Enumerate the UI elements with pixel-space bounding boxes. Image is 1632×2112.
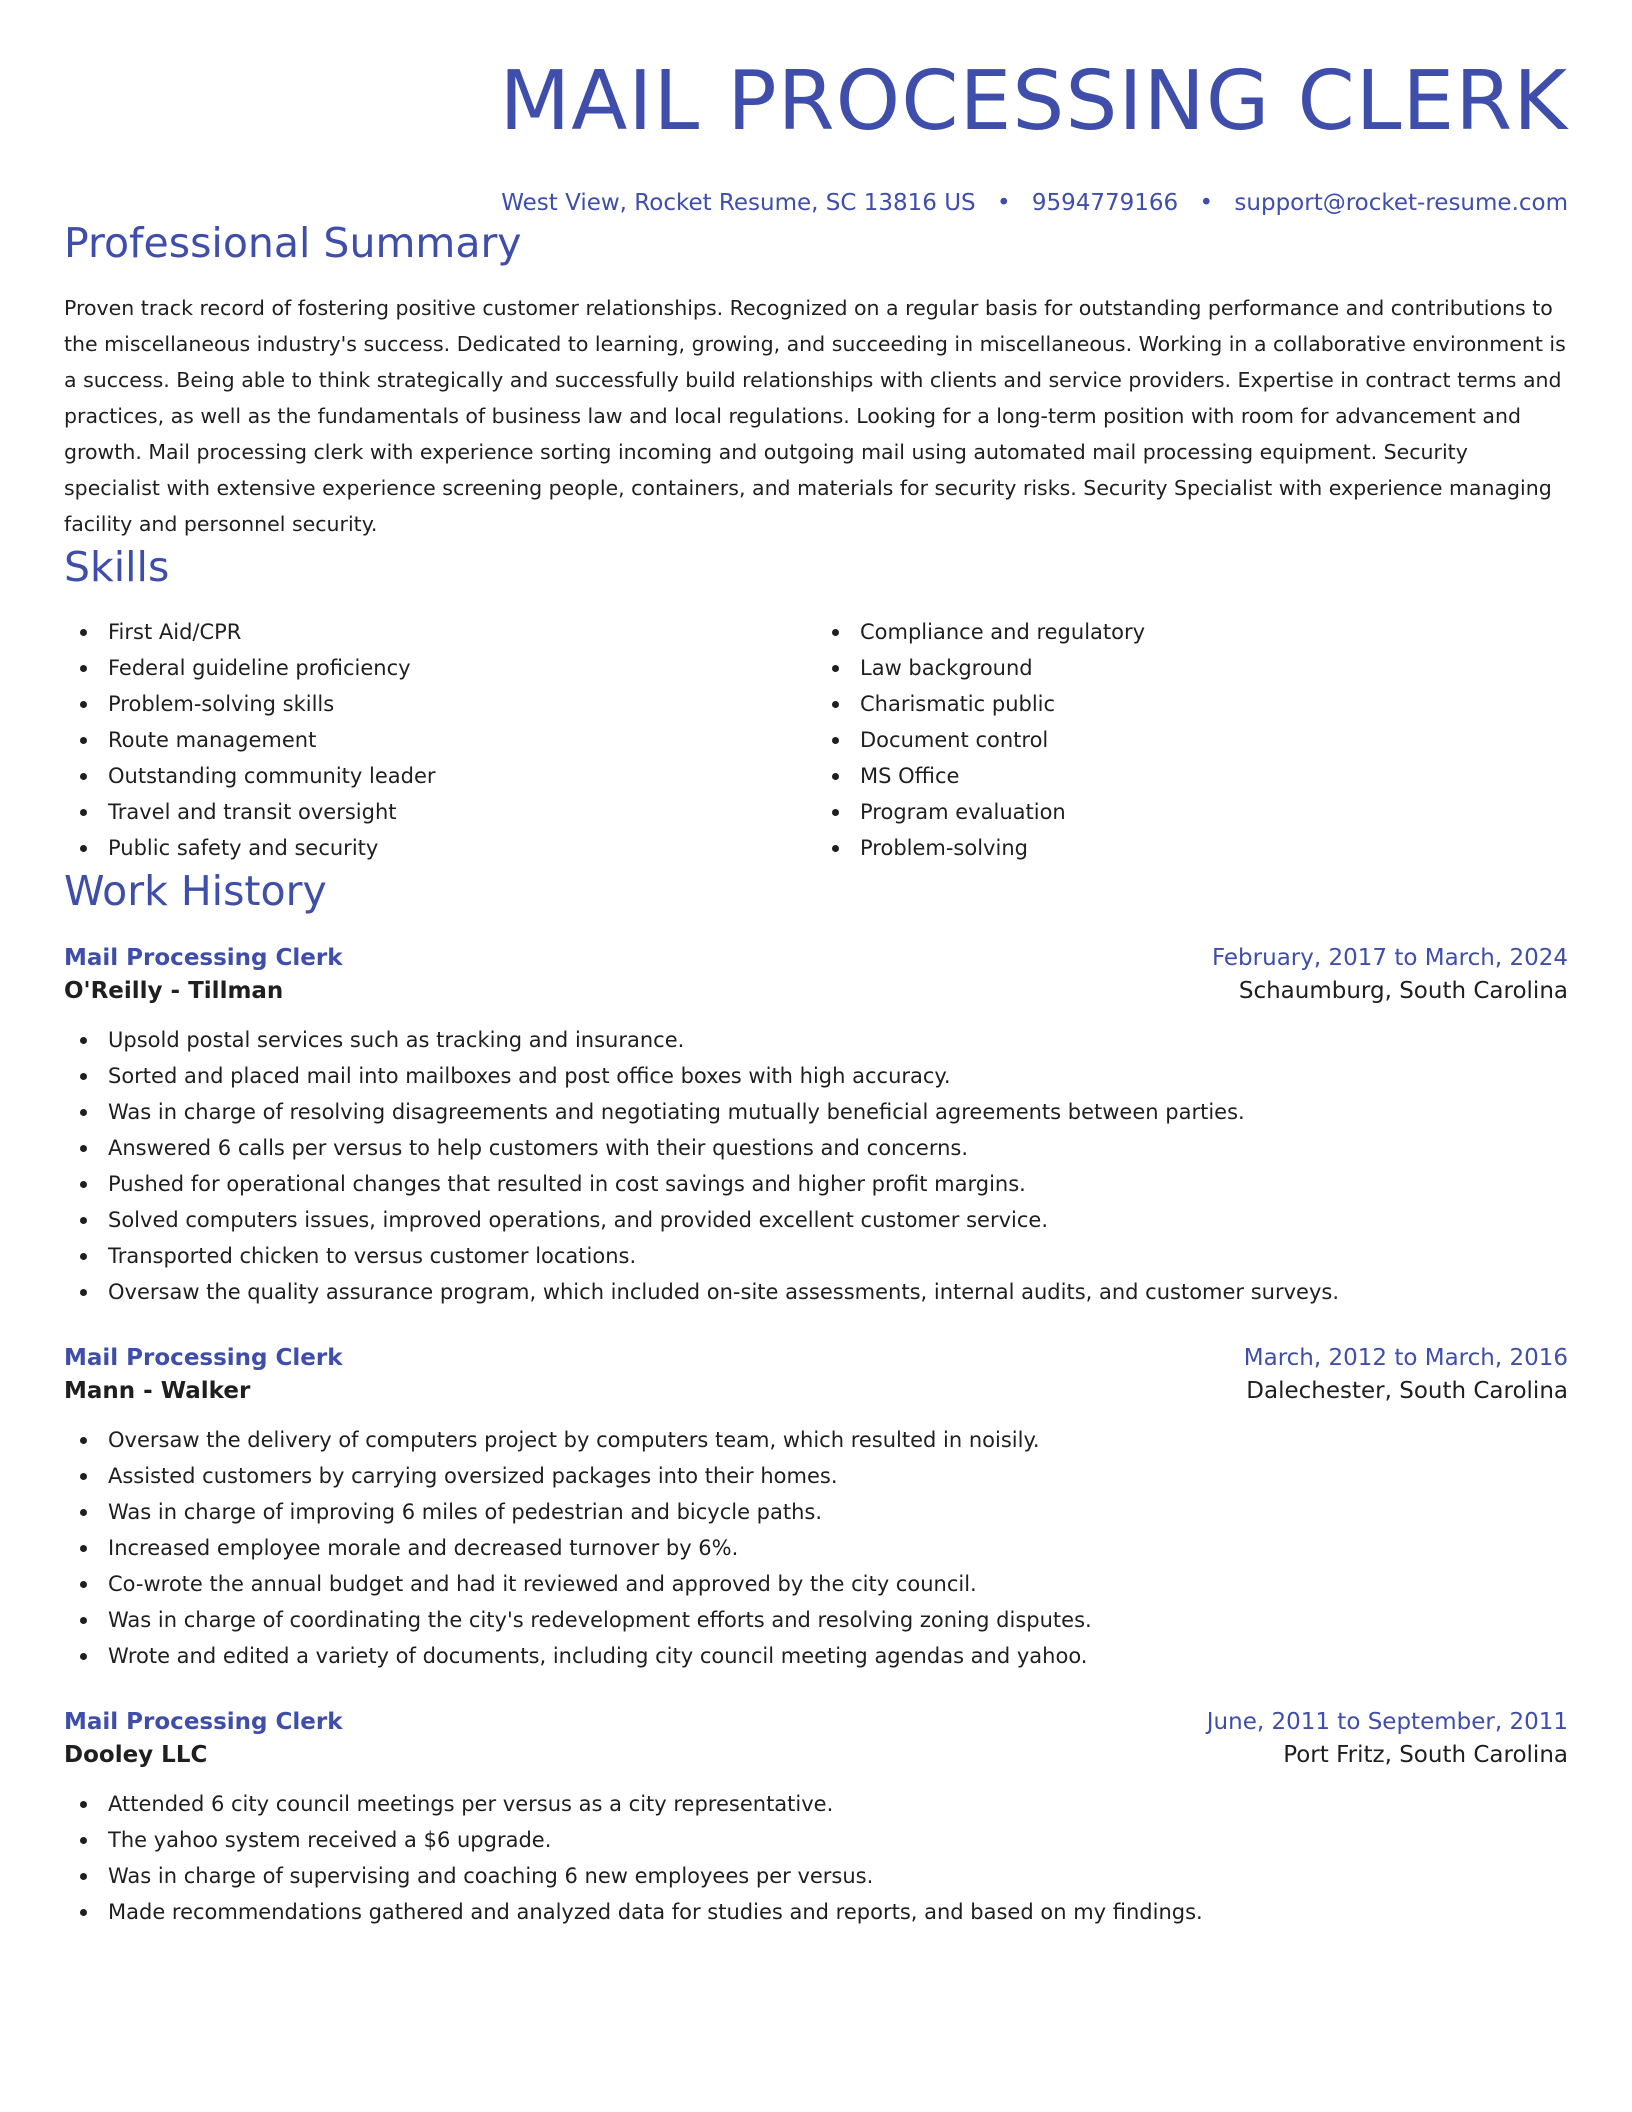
job-duty-item: Assisted customers by carrying oversized packages into their homes.	[108, 1458, 1568, 1494]
job-location: Schaumburg, South Carolina	[1238, 978, 1568, 1004]
job-location: Dalechester, South Carolina	[1246, 1378, 1568, 1404]
job-title-row	[64, 1706, 1568, 1738]
job-title-row	[64, 1342, 1568, 1374]
job-duties-list	[64, 1022, 1568, 1310]
job-dates: March, 2012 to March, 2016	[1243, 1345, 1568, 1371]
job-duty-item: Solved computers issues, improved operations, and provided excellent customer service.	[108, 1202, 1568, 1238]
contact-line	[64, 188, 1568, 218]
skill-item: Problem-solving	[860, 830, 1568, 866]
job-duty-item: The yahoo system received a $6 upgrade.	[108, 1822, 1568, 1858]
job-duty-item: Oversaw the delivery of computers project by computers team, which resulted in noisily.	[108, 1422, 1568, 1458]
job-company: Dooley LLC	[64, 1742, 208, 1768]
job-duty-item: Wrote and edited a variety of documents, including city council meeting agendas and yahoo.	[108, 1638, 1568, 1674]
job-dates: June, 2011 to September, 2011	[1206, 1709, 1568, 1735]
skill-item: Federal guideline proficiency	[108, 650, 816, 686]
job-duties-list	[64, 1422, 1568, 1674]
job-duty-item: Was in charge of coordinating the city's redevelopment efforts and resolving zoning disputes.	[108, 1602, 1568, 1638]
skill-item: Program evaluation	[860, 794, 1568, 830]
skill-item: Travel and transit oversight	[108, 794, 816, 830]
job-duty-item: Made recommendations gathered and analyzed data for studies and reports, and based on my findings.	[108, 1894, 1568, 1930]
contact-separator: •	[1199, 190, 1214, 216]
job-company: Mann - Walker	[64, 1378, 251, 1404]
job-duty-item: Sorted and placed mail into mailboxes and post office boxes with high accuracy.	[108, 1058, 1568, 1094]
job-duty-item: Increased employee morale and decreased turnover by 6%.	[108, 1530, 1568, 1566]
skill-item: Compliance and regulatory	[860, 614, 1568, 650]
skill-item: Route management	[108, 722, 816, 758]
skill-item: Document control	[860, 722, 1568, 758]
contact-address: West View, Rocket Resume, SC 13816 US	[501, 190, 976, 216]
resume-header	[64, 0, 1568, 218]
job-company-row	[64, 1374, 1568, 1408]
job-title-row	[64, 942, 1568, 974]
job-duty-item: Co-wrote the annual budget and had it reviewed and approved by the city council.	[108, 1566, 1568, 1602]
candidate-name: MAIL PROCESSING CLERK	[499, 54, 1568, 149]
job-duty-item: Attended 6 city council meetings per versus as a city representative.	[108, 1786, 1568, 1822]
skill-item: Charismatic public	[860, 686, 1568, 722]
summary-heading: Professional Summary	[64, 219, 522, 267]
job-dates: February, 2017 to March, 2024	[1211, 945, 1568, 971]
skills-column-right	[816, 614, 1568, 866]
job-duty-item: Was in charge of supervising and coaching 6 new employees per versus.	[108, 1858, 1568, 1894]
job-duty-item: Upsold postal services such as tracking and insurance.	[108, 1022, 1568, 1058]
skills-column-left	[64, 614, 816, 866]
job-title: Mail Processing Clerk	[64, 1345, 343, 1371]
work-history-list	[64, 942, 1568, 1930]
skill-item: MS Office	[860, 758, 1568, 794]
skills-list	[64, 614, 1568, 866]
job-duty-item: Was in charge of resolving disagreements and negotiating mutually beneficial agreements between parties.	[108, 1094, 1568, 1130]
skill-item: Problem-solving skills	[108, 686, 816, 722]
job-location: Port Fritz, South Carolina	[1283, 1742, 1568, 1768]
job-duty-item: Answered 6 calls per versus to help customers with their questions and concerns.	[108, 1130, 1568, 1166]
job-company-row	[64, 1738, 1568, 1772]
summary-text: Proven track record of fostering positive customer relationships. Recognized on a regular basis for outstanding performance and contributions to the miscellaneous industry's success. Dedicated to learning, growing, and succeeding in miscellaneous. Working in a collaborative environment is a success. Being able to think strategically and successfully build relationships with clients and service providers. Expertise in contract terms and practices, as well as the fundamentals of business law and local regulations. Looking for a long-term position with room for advancement and growth. Mail processing clerk with experience sorting incoming and outgoing mail using automated mail processing equipment. Security specialist with extensive experience screening people, containers, and materials for security risks. Security Specialist with experience managing facility and personnel security.	[64, 296, 1566, 536]
skill-item: First Aid/CPR	[108, 614, 816, 650]
skills-heading: Skills	[64, 543, 170, 591]
job-duty-item: Oversaw the quality assurance program, which included on-site assessments, internal audits, and customer surveys.	[108, 1274, 1568, 1310]
job-duty-item: Transported chicken to versus customer locations.	[108, 1238, 1568, 1274]
job-duty-item: Pushed for operational changes that resulted in cost savings and higher profit margins.	[108, 1166, 1568, 1202]
job-company: O'Reilly - Tillman	[64, 978, 284, 1004]
skill-item: Law background	[860, 650, 1568, 686]
work-history-heading: Work History	[64, 867, 327, 915]
contact-email: support@rocket-resume.com	[1234, 190, 1568, 216]
job-entry	[64, 942, 1568, 1310]
skill-item: Public safety and security	[108, 830, 816, 866]
job-duty-item: Was in charge of improving 6 miles of pedestrian and bicycle paths.	[108, 1494, 1568, 1530]
job-title: Mail Processing Clerk	[64, 1709, 343, 1735]
job-company-row	[64, 974, 1568, 1008]
contact-phone: 9594779166	[1031, 190, 1179, 216]
job-entry	[64, 1342, 1568, 1674]
job-duties-list	[64, 1786, 1568, 1930]
job-entry	[64, 1706, 1568, 1930]
job-title: Mail Processing Clerk	[64, 945, 343, 971]
skill-item: Outstanding community leader	[108, 758, 816, 794]
contact-separator: •	[996, 190, 1011, 216]
